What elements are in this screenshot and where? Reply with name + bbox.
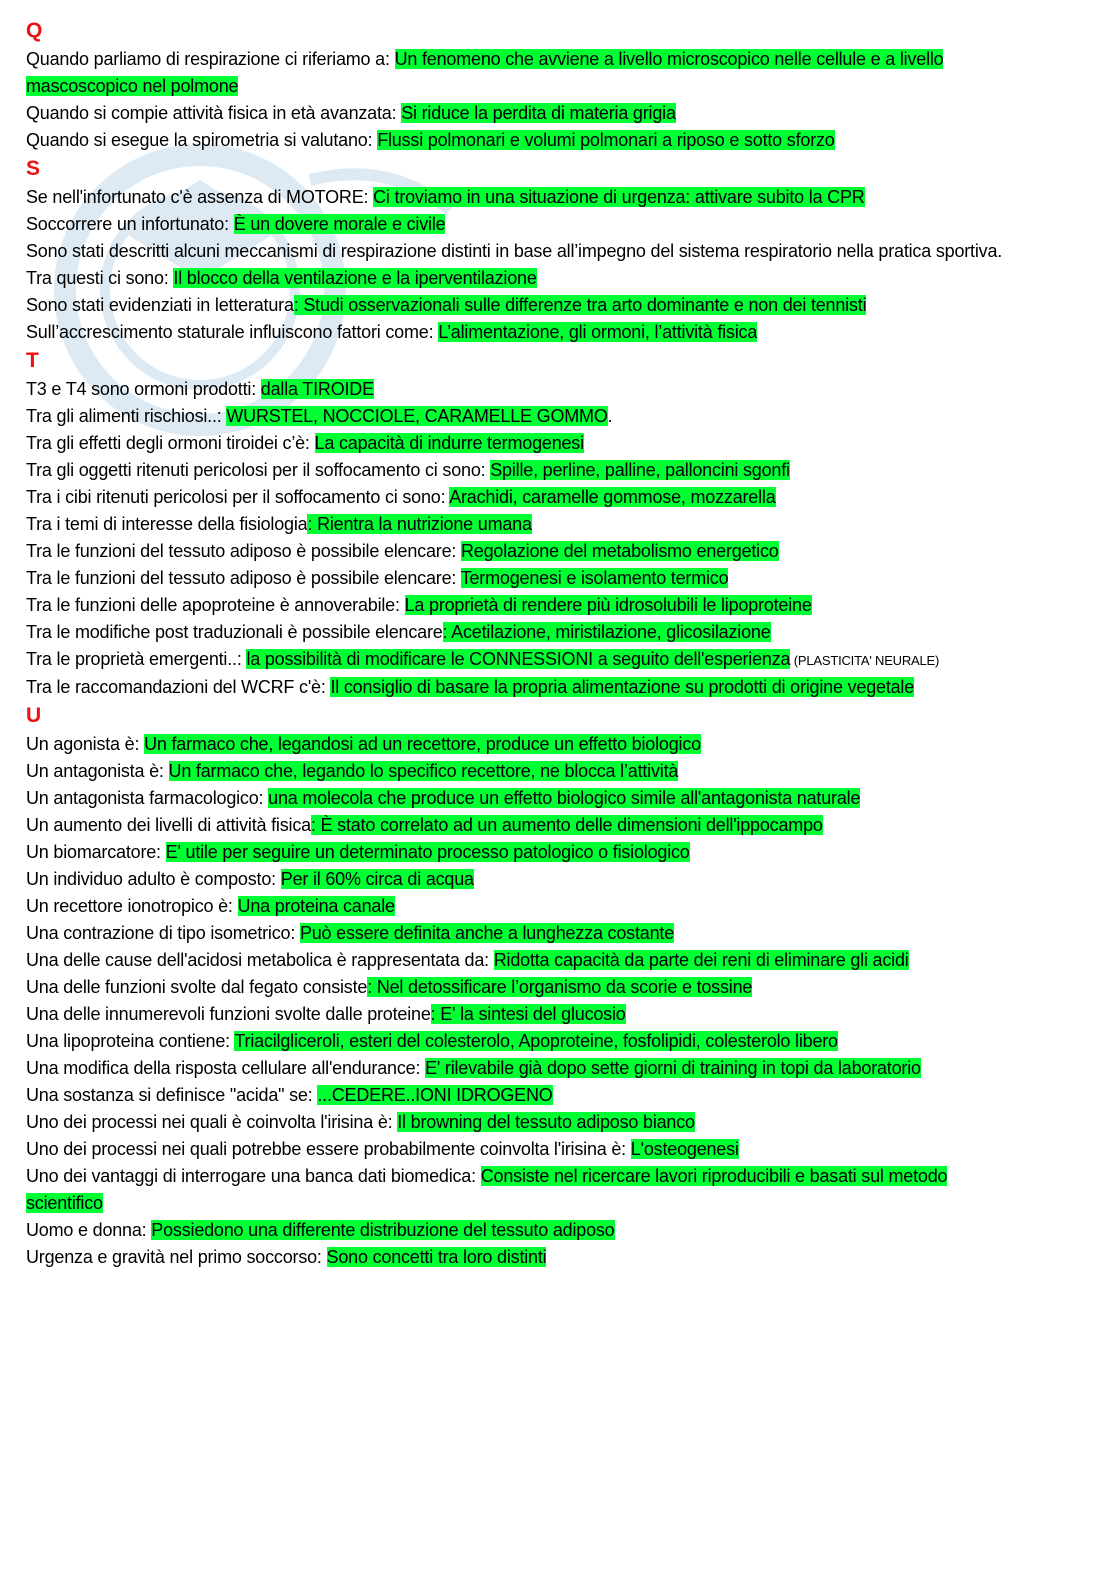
qa-entry [26,646,1026,674]
question-text: Uomo e donna: [26,1220,152,1240]
answer-highlight: Spille, perline, palline, palloncini sgonfi [490,460,790,480]
answer-highlight: Sono concetti tra loro distinti [326,1247,547,1267]
qa-entry [26,812,1026,839]
question-text: Una modifica della risposta cellulare all'endurance: [26,1058,426,1078]
qa-entry [26,538,1026,565]
question-text: Soccorrere un infortunato: [26,214,234,234]
answer-highlight: Il browning del tessuto adiposo bianco [397,1112,695,1132]
qa-entry [26,920,1026,947]
qa-entry [26,46,1026,100]
qa-entry [26,430,1026,457]
qa-entry [26,947,1026,974]
question-text: Un recettore ionotropico è: [26,896,238,916]
question-text: Tra le funzioni del tessuto adiposo è possibile elencare: [26,541,461,561]
answer-note: (PLASTICITA' NEURALE) [790,653,940,668]
answer-highlight: : Nel detossificare l’organismo da scorie e tossine [367,977,753,997]
question-text: Urgenza e gravità nel primo soccorso: [26,1247,327,1267]
answer-highlight: : È stato correlato ad un aumento delle dimensioni dell'ippocampo [310,815,823,835]
answer-highlight: Un fenomeno che avviene a livello microscopico nelle cellule e a livello mascoscopico nel polmone [26,49,944,96]
answer-highlight: : Studi osservazionali sulle differenze tra arto dominante e non dei tennisti [293,295,867,315]
qa-entry [26,758,1026,785]
answer-highlight: E' rilevabile già dopo sette giorni di training in topi da laboratorio [425,1058,921,1078]
answer-highlight: Consiste nel ricercare lavori riproducibili e basati sul metodo scientifico [26,1166,948,1213]
question-text: Sono stati evidenziati in letteratura [26,295,294,315]
answer-tail: . [607,406,613,426]
question-text: Una delle innumerevoli funzioni svolte dalle proteine [26,1004,431,1024]
question-text: Sono stati descritti alcuni meccanismi di respirazione distinti in base all’impegno del sistema respiratorio nella pratica sportiva. Tra questi ci sono: [26,241,1003,288]
qa-entry [26,674,1026,701]
question-text: Tra le modifiche post traduzionali è possibile elencare [26,622,443,642]
qa-entry [26,1028,1026,1055]
qa-entry [26,785,1026,812]
document-page [26,16,1026,1271]
qa-entry [26,511,1026,538]
answer-highlight: dalla TIROIDE [260,379,374,399]
qa-entry [26,592,1026,619]
answer-highlight: Regolazione del metabolismo energetico [461,541,779,561]
section-letter-u: U [26,704,42,727]
answer-highlight: WURSTEL, NOCCIOLE, CARAMELLE GOMMO [226,406,608,426]
question-text: Uno dei processi nei quali è coinvolta l'irisina è: [26,1112,398,1132]
question-text: Tra le funzioni delle apoproteine è annoverabile: [26,595,405,615]
answer-highlight: Ridotta capacità da parte dei reni di eliminare gli acidi [493,950,909,970]
qa-entry [26,238,1026,292]
section-letter-s: S [26,157,41,180]
question-text: Quando si compie attività fisica in età avanzata: [26,103,402,123]
question-text: Tra i cibi ritenuti pericolosi per il soffocamento ci sono: [26,487,450,507]
question-text: Tra gli oggetti ritenuti pericolosi per il soffocamento ci sono: [26,460,491,480]
answer-highlight: : Rientra la nutrizione umana [307,514,532,534]
answer-highlight: E' utile per seguire un determinato processo patologico o fisiologico [165,842,690,862]
question-text: Un individuo adulto è composto: [26,869,281,889]
question-text: Uno dei vantaggi di interrogare una banca dati biomedica: [26,1166,481,1186]
qa-entry [26,731,1026,758]
answer-highlight: Una proteina canale [237,896,395,916]
answer-highlight: Un farmaco che, legandosi ad un recettore, produce un effetto biologico [144,734,701,754]
answer-highlight: : Acetilazione, miristilazione, glicosilazione [442,622,771,642]
answer-highlight: Triacilgliceroli, esteri del colesterolo, Apoproteine, fosfolipidi, colesterolo libero [234,1031,838,1051]
qa-entry [26,100,1026,127]
answer-highlight: Il consiglio di basare la propria alimentazione su prodotti di origine vegetale [330,677,915,697]
qa-entry [26,376,1026,403]
qa-entry [26,484,1026,511]
question-text: T3 e T4 sono ormoni prodotti: [26,379,261,399]
qa-entry [26,1055,1026,1082]
qa-entry [26,974,1026,1001]
section-letter-t: T [26,349,39,372]
answer-highlight: Ci troviamo in una situazione di urgenza: attivare subito la CPR [373,187,865,207]
answer-highlight: La proprietà di rendere più idrosolubili le lipoproteine [404,595,812,615]
answer-highlight: la possibilità di modificare le CONNESSIONI a seguito dell'esperienza [246,649,791,669]
qa-entry [26,457,1026,484]
qa-entry [26,184,1026,211]
question-text: Una contrazione di tipo isometrico: [26,923,300,943]
answer-highlight: ...CEDERE..IONI IDROGENO [317,1085,553,1105]
qa-entry [26,1082,1026,1109]
question-text: Quando parliamo di respirazione ci riferiamo a: [26,49,395,69]
answer-highlight: Termogenesi e isolamento termico [460,568,729,588]
qa-entry [26,1244,1026,1271]
qa-entry [26,839,1026,866]
answer-highlight: Arachidi, caramelle gommose, mozzarella [449,487,776,507]
answer-highlight: Flussi polmonari e volumi polmonari a riposo e sotto sforzo [377,130,835,150]
question-text: Tra le proprietà emergenti..: [26,649,247,669]
question-text: Un antagonista è: [26,761,169,781]
qa-entry [26,403,1026,430]
question-text: Un biomarcatore: [26,842,166,862]
question-text: Quando si esegue la spirometria si valutano: [26,130,378,150]
answer-highlight: Può essere definita anche a lunghezza costante [299,923,675,943]
answer-highlight: una molecola che produce un effetto biologico simile all'antagonista naturale [268,788,861,808]
answer-highlight: Si riduce la perdita di materia grigia [401,103,676,123]
question-text: Una sostanza si definisce "acida" se: [26,1085,318,1105]
qa-entry [26,565,1026,592]
answer-highlight: Un farmaco che, legando lo specifico recettore, ne blocca l’attività [168,761,679,781]
qa-entry [26,211,1026,238]
answer-highlight: L’alimentazione, gli ormoni, l’attività fisica [438,322,758,342]
question-text: Una delle cause dell'acidosi metabolica è rappresentata da: [26,950,494,970]
answer-highlight: : E' la sintesi del glucosio [430,1004,626,1024]
question-text: Sull’accrescimento staturale influiscono fattori come: [26,322,439,342]
qa-entry [26,1109,1026,1136]
answer-highlight: Il blocco della ventilazione e la iperventilazione [173,268,537,288]
qa-entry [26,319,1026,346]
qa-entry [26,1136,1026,1163]
question-text: Un antagonista farmacologico: [26,788,269,808]
qa-entry [26,866,1026,893]
answer-highlight: La capacità di indurre termogenesi [314,433,584,453]
question-text: Se nell'infortunato c'è assenza di MOTORE: [26,187,374,207]
qa-entry [26,893,1026,920]
question-text: Tra gli alimenti rischiosi..: [26,406,227,426]
section-letter-q: Q [26,19,43,42]
qa-entry [26,1001,1026,1028]
qa-entry [26,619,1026,646]
question-text: Tra gli effetti degli ormoni tiroidei c’è: [26,433,315,453]
question-text: Tra i temi di interesse della fisiologia [26,514,308,534]
question-text: Una lipoproteina contiene: [26,1031,235,1051]
answer-highlight: Possiedono una differente distribuzione del tessuto adiposo [151,1220,615,1240]
question-text: Tra le raccomandazioni del WCRF c'è: [26,677,331,697]
qa-entry [26,127,1026,154]
question-text: Una delle funzioni svolte dal fegato consiste [26,977,368,997]
question-text: Un agonista è: [26,734,145,754]
answer-highlight: Per il 60% circa di acqua [280,869,474,889]
question-text: Tra le funzioni del tessuto adiposo è possibile elencare: [26,568,461,588]
question-text: Uno dei processi nei quali potrebbe essere probabilmente coinvolta l'irisina è: [26,1139,631,1159]
qa-entry [26,1217,1026,1244]
qa-entry [26,1163,1026,1217]
question-text: Un aumento dei livelli di attività fisica [26,815,311,835]
qa-entry [26,292,1026,319]
answer-highlight: È un dovere morale e civile [233,214,446,234]
answer-highlight: L'osteogenesi [630,1139,739,1159]
